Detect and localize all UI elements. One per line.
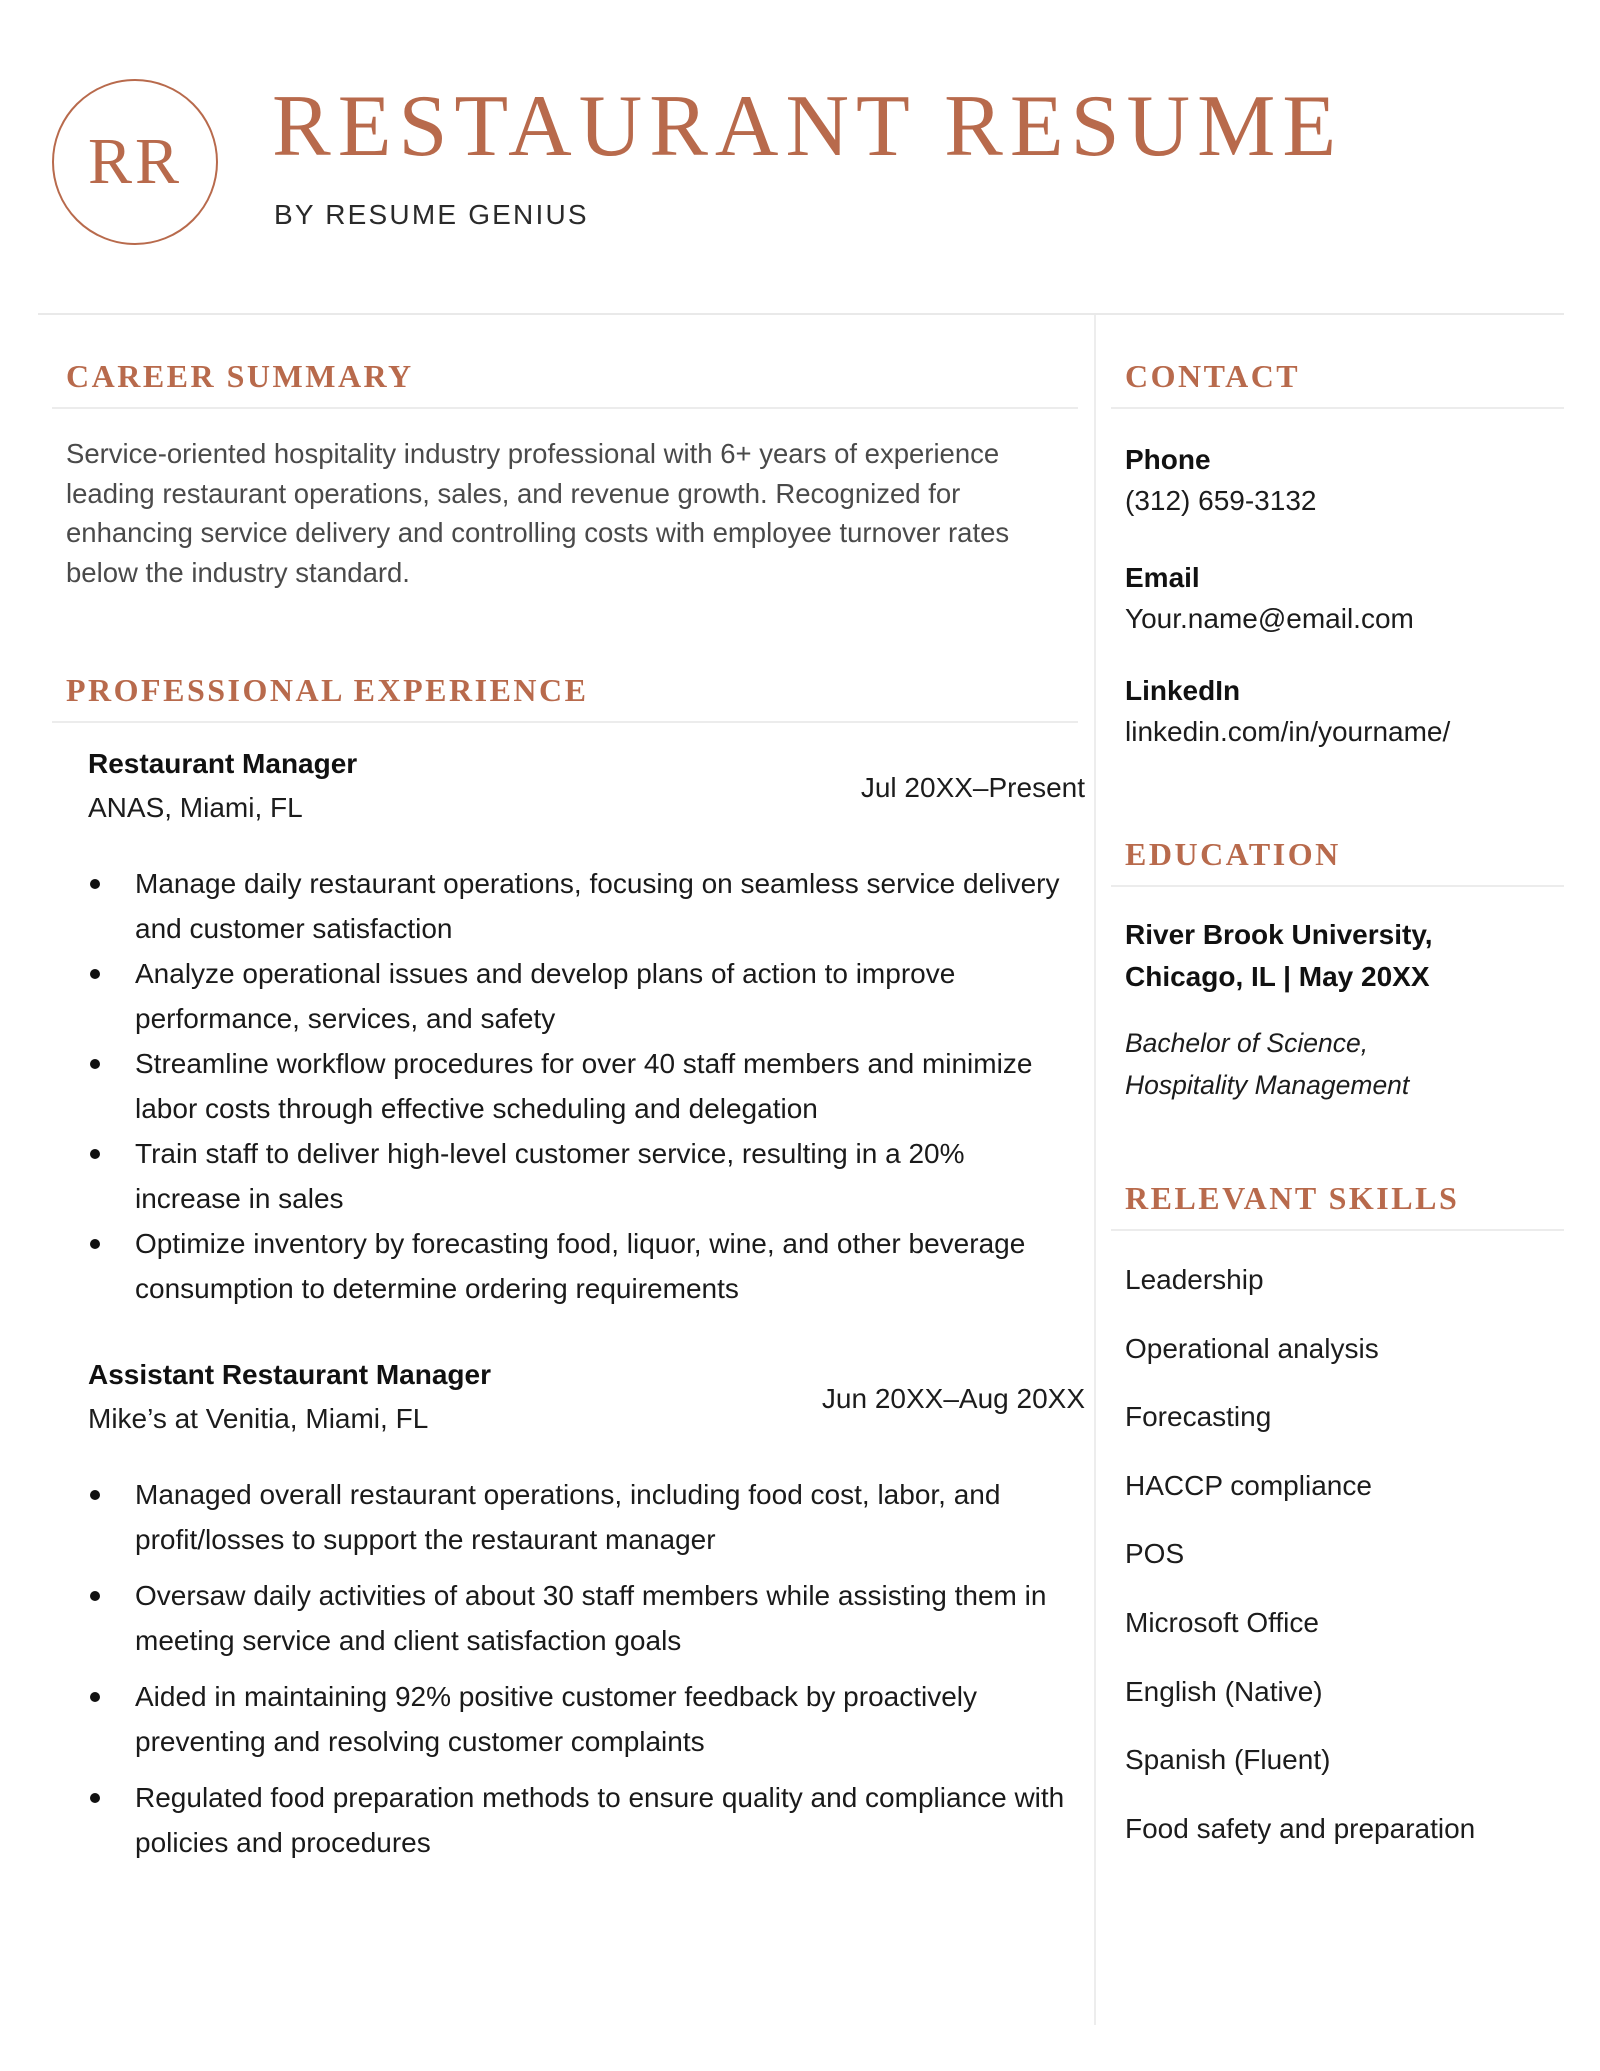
job-bullet: Managed overall restaurant operations, including food cost, labor, and profit/losses to support the restaurant manager	[88, 1472, 1078, 1562]
job-bullet-list	[88, 1472, 1078, 1876]
resume-header	[0, 0, 1600, 300]
job-title: Assistant Restaurant Manager	[88, 1359, 492, 1390]
job-bullet: Optimize inventory by forecasting food, liquor, wine, and other beverage consumption to determine ordering requirements	[88, 1221, 1078, 1311]
career-summary-text: Service-oriented hospitality industry professional with 6+ years of experience leading restaurant operations, sales, and revenue growth. Recognized for enhancing service delivery and controlling costs with employee turnover rates below the industry standard.	[66, 438, 1010, 588]
career-summary-heading: CAREER SUMMARY	[66, 358, 414, 394]
education-school-name: River Brook University,	[1125, 919, 1433, 950]
job-company: ANAS, Miami, FL	[88, 792, 303, 823]
education-degree-type: Bachelor of Science,	[1125, 1028, 1369, 1058]
skill-item: Operational analysis	[1125, 1332, 1379, 1364]
education-location-date: Chicago, IL | May 20XX	[1125, 961, 1430, 992]
email-value: Your.name@email.com	[1125, 603, 1414, 634]
job-bullet: Analyze operational issues and develop plans of action to improve performance, services, and safety	[88, 951, 1078, 1041]
job-bullet: Manage daily restaurant operations, focusing on seamless service delivery and customer satisfaction	[88, 861, 1078, 951]
education-school	[1125, 914, 1433, 998]
education-rule	[1111, 885, 1564, 887]
job-dates: Jun 20XX–Aug 20XX	[821, 1383, 1085, 1414]
education-degree	[1125, 1022, 1409, 1106]
job-title: Restaurant Manager	[88, 748, 358, 779]
job-bullet: Aided in maintaining 92% positive customer feedback by proactively preventing and resolving customer complaints	[88, 1674, 1078, 1764]
skill-item: Forecasting	[1125, 1401, 1272, 1433]
email-label: Email	[1125, 562, 1200, 593]
resume-subtitle: BY RESUME GENIUS	[274, 199, 589, 230]
professional-experience-heading: PROFESSIONAL EXPERIENCE	[66, 672, 589, 708]
relevant-skills-rule	[1111, 1229, 1564, 1231]
professional-experience-rule	[52, 721, 1078, 723]
job-bullet: Oversaw daily activities of about 30 staff members while assisting them in meeting service and client satisfaction goals	[88, 1573, 1078, 1663]
skill-item: HACCP compliance	[1125, 1469, 1372, 1501]
monogram-initials: RR	[87, 125, 183, 198]
job-bullet: Train staff to deliver high-level customer service, resulting in a 20% increase in sales	[88, 1131, 1078, 1221]
skill-item: Spanish (Fluent)	[1125, 1744, 1331, 1776]
career-summary-rule	[52, 407, 1078, 409]
contact-heading: CONTACT	[1125, 358, 1301, 394]
job-bullet: Regulated food preparation methods to ensure quality and compliance with policies and procedures	[88, 1775, 1078, 1865]
skill-item: Food safety and preparation	[1125, 1812, 1476, 1844]
job-company: Mike’s at Venitia, Miami, FL	[88, 1403, 429, 1434]
education-heading: EDUCATION	[1125, 836, 1341, 872]
skill-item: Microsoft Office	[1125, 1606, 1319, 1638]
job-bullet-list	[88, 861, 1078, 1311]
contact-rule	[1111, 407, 1564, 409]
monogram-circle	[52, 79, 218, 245]
skill-item: Leadership	[1125, 1264, 1264, 1295]
header-divider	[38, 313, 1564, 315]
phone-label: Phone	[1125, 444, 1211, 475]
relevant-skills-heading: RELEVANT SKILLS	[1125, 1180, 1460, 1216]
column-divider	[1094, 315, 1096, 2025]
job-bullet: Streamline workflow procedures for over 40 staff members and minimize labor costs through effective scheduling and delegation	[88, 1041, 1078, 1131]
skill-item: POS	[1125, 1538, 1185, 1570]
linkedin-value: linkedin.com/in/yourname/	[1125, 716, 1451, 747]
job-dates: Jul 20XX–Present	[860, 772, 1085, 803]
skill-item: English (Native)	[1125, 1675, 1323, 1707]
linkedin-label: LinkedIn	[1125, 675, 1241, 706]
skills-list	[1125, 1260, 1475, 1877]
education-degree-field: Hospitality Management	[1125, 1070, 1410, 1100]
resume-title: RESTAURANT RESUME	[272, 78, 1344, 175]
phone-value: (312) 659-3132	[1125, 485, 1317, 516]
